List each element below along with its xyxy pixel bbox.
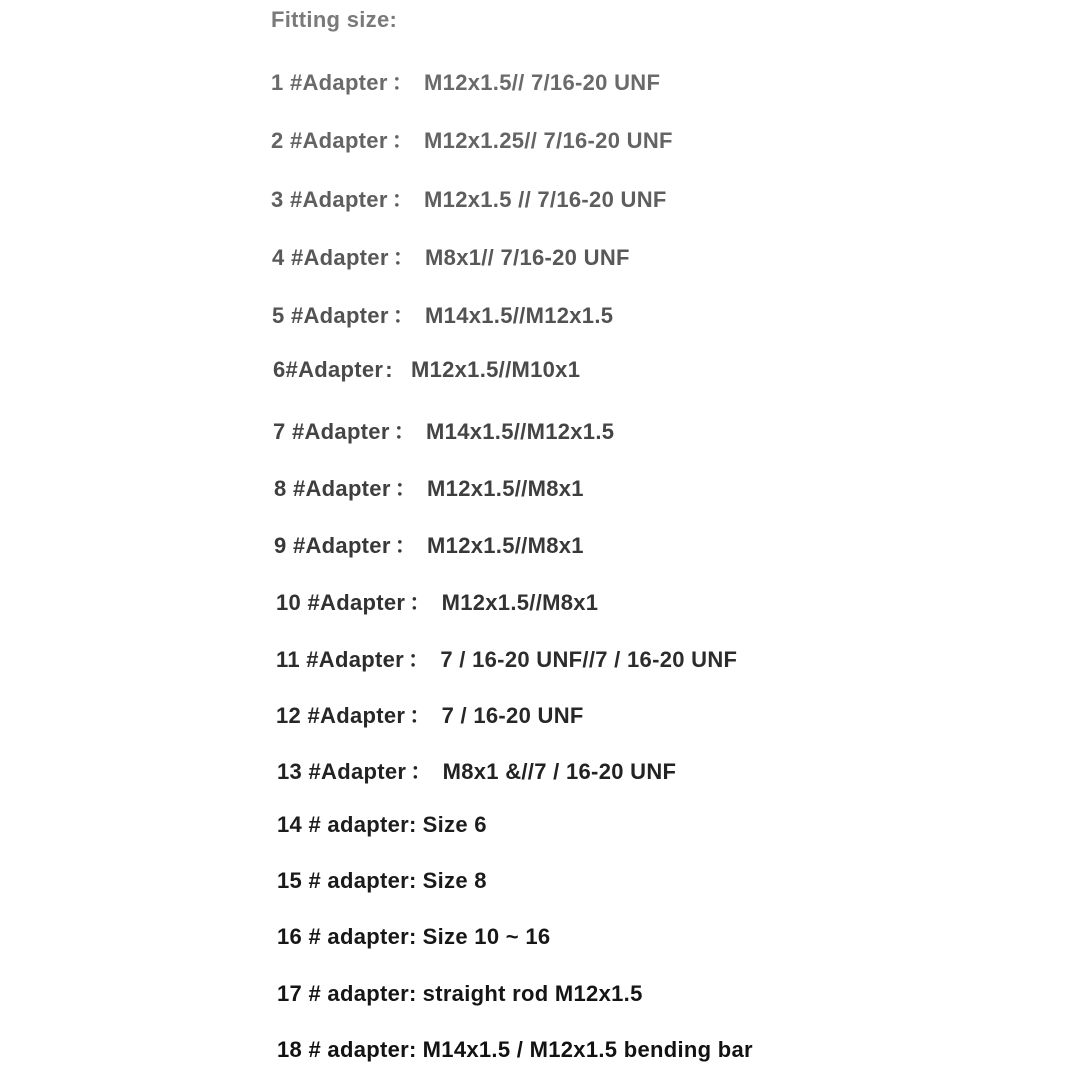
adapter-spec: M14x1.5 / M12x1.5 bending bar bbox=[422, 1037, 753, 1062]
separator: ： bbox=[392, 303, 416, 328]
adapter-number-label: 4 #Adapter bbox=[272, 245, 389, 270]
adapter-number-label: 18 # adapter bbox=[277, 1037, 410, 1062]
adapter-spec: M14x1.5//M12x1.5 bbox=[425, 303, 614, 328]
list-item bbox=[277, 924, 550, 950]
separator: : bbox=[409, 812, 417, 837]
adapter-spec: 7 / 16-20 UNF bbox=[441, 703, 584, 728]
adapter-number-label: 5 #Adapter bbox=[272, 303, 389, 328]
separator: ： bbox=[391, 70, 415, 95]
adapter-number-label: 17 # adapter bbox=[277, 981, 410, 1006]
separator: : bbox=[385, 357, 393, 382]
separator: : bbox=[409, 924, 417, 949]
adapter-spec: M8x1// 7/16-20 UNF bbox=[425, 245, 630, 270]
adapter-spec: M12x1.5//M8x1 bbox=[427, 533, 584, 558]
list-item bbox=[271, 183, 667, 214]
list-item bbox=[277, 812, 487, 838]
adapter-number-label: 13 #Adapter bbox=[277, 759, 407, 784]
separator: ： bbox=[391, 128, 415, 153]
separator: ： bbox=[391, 187, 415, 212]
adapter-number-label: 6#Adapter bbox=[273, 357, 384, 382]
list-item bbox=[272, 299, 613, 330]
adapter-number-label: 12 #Adapter bbox=[276, 703, 406, 728]
adapter-number-label: 7 #Adapter bbox=[273, 419, 390, 444]
adapter-spec: M12x1.5//M8x1 bbox=[427, 476, 584, 501]
separator: ： bbox=[394, 476, 418, 501]
list-item bbox=[277, 1037, 753, 1063]
adapter-spec: M12x1.5 // 7/16-20 UNF bbox=[424, 187, 667, 212]
page-title: Fitting size: bbox=[271, 7, 398, 32]
adapter-number-label: 2 #Adapter bbox=[271, 128, 388, 153]
list-item bbox=[271, 124, 673, 155]
adapter-number-label: 9 #Adapter bbox=[274, 533, 391, 558]
adapter-spec: M12x1.25// 7/16-20 UNF bbox=[424, 128, 673, 153]
separator: ： bbox=[410, 759, 433, 784]
adapter-number-label: 14 # adapter bbox=[277, 812, 410, 837]
separator: ： bbox=[409, 703, 432, 728]
adapter-spec: straight rod M12x1.5 bbox=[422, 981, 643, 1006]
list-item bbox=[274, 472, 584, 503]
adapter-number-label: 3 #Adapter bbox=[271, 187, 388, 212]
separator: : bbox=[409, 1037, 417, 1062]
adapter-spec: Size 8 bbox=[422, 868, 487, 893]
list-item bbox=[277, 868, 487, 894]
list-item bbox=[276, 699, 584, 730]
list-item bbox=[277, 755, 676, 786]
separator: ： bbox=[394, 533, 418, 558]
list-item bbox=[273, 357, 580, 383]
adapter-number-label: 15 # adapter bbox=[277, 868, 410, 893]
separator: ： bbox=[408, 647, 431, 672]
list-item bbox=[276, 586, 598, 617]
list-item bbox=[276, 643, 737, 674]
separator: ： bbox=[392, 245, 416, 270]
adapter-number-label: 11 #Adapter bbox=[276, 647, 405, 672]
separator: : bbox=[409, 868, 417, 893]
adapter-spec: M14x1.5//M12x1.5 bbox=[426, 419, 615, 444]
adapter-number-label: 8 #Adapter bbox=[274, 476, 391, 501]
adapter-spec: Size 10 ~ 16 bbox=[422, 924, 551, 949]
adapter-number-label: 1 #Adapter bbox=[271, 70, 388, 95]
list-item bbox=[273, 415, 614, 446]
adapter-spec: 7 / 16-20 UNF//7 / 16-20 UNF bbox=[440, 647, 738, 672]
list-item bbox=[277, 981, 643, 1007]
list-item bbox=[274, 529, 584, 560]
adapter-spec: Size 6 bbox=[422, 812, 487, 837]
adapter-number-label: 10 #Adapter bbox=[276, 590, 406, 615]
list-item bbox=[271, 66, 660, 97]
separator: ： bbox=[409, 590, 432, 615]
adapter-spec: M12x1.5//M10x1 bbox=[410, 357, 581, 382]
adapter-spec: M12x1.5// 7/16-20 UNF bbox=[424, 70, 661, 95]
adapter-spec: M12x1.5//M8x1 bbox=[441, 590, 599, 615]
adapter-spec: M8x1 &//7 / 16-20 UNF bbox=[442, 759, 677, 784]
separator: ： bbox=[393, 419, 417, 444]
adapter-number-label: 16 # adapter bbox=[277, 924, 410, 949]
list-item bbox=[272, 241, 630, 272]
separator: : bbox=[409, 981, 417, 1006]
